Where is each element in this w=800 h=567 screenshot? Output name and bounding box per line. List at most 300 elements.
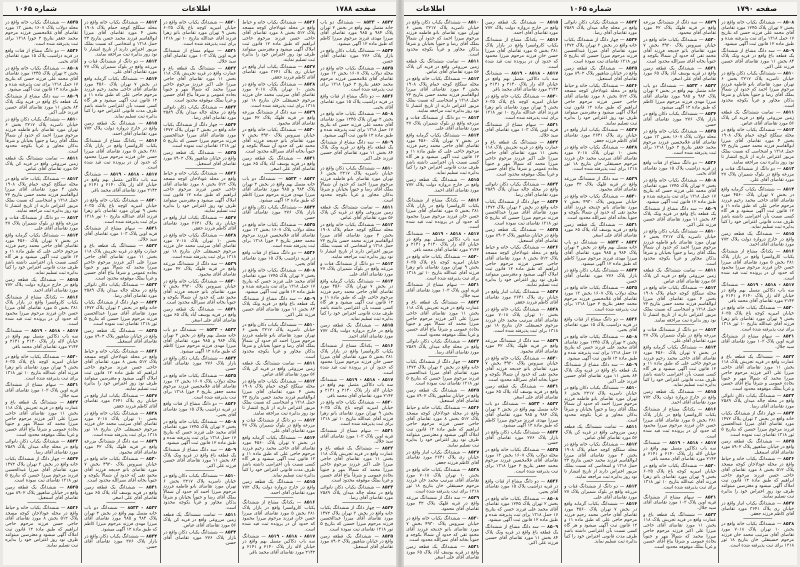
notice-entry [321, 112, 394, 139]
notice-entry [6, 156, 79, 172]
left-page-header [3, 2, 396, 16]
notice-entry [321, 534, 394, 550]
column-text [82, 19, 160, 563]
notice-entry [485, 71, 558, 92]
notice-number-separator: — [538, 478, 548, 484]
notice-text: ششدانگ دو باب خانه متصل بهم واقع در بخش ۲ تهران پلاک ۹۸۴ و ۹۸۵ مورد تقاضای آقای میرزا مهدی فرزند مرحوم میرزا کاظم که طبق ماده ۱۲ آگهی میشود. [642, 83, 716, 110]
notice-number: ۸۵۱۴ [303, 435, 315, 441]
notice-number: ۸۵۳۶ [303, 250, 315, 256]
notice-number-separator: — [460, 359, 469, 365]
notice-number-separator: — [59, 456, 68, 462]
notice-text: ششدانگ دو باب خانه متصل بهم واقع در بخش ۲ تهران پلاک ۹۸۴ و ۹۸۵ مورد تقاضای آقای میرزا مهدی فرزند مرحوم میرزا کاظم که طبق ماده ۱۲ آگهی میشود. [485, 401, 559, 429]
notice-text: ششدانگ یکباب خانه واقع در خیابان امیریه کوچه باغ پلاک ۶۰۳۵ بخش ۹ تهران مورد تقاضای بانو زهرا فرزند آقای عبدالله بتاریخ ۱۰ ثور ۱۳۱۸ برای ثبت پذیرفته شده است. [485, 94, 559, 121]
notice-entry [564, 222, 637, 238]
notice-number-separator: — [371, 323, 383, 329]
notice-number: ۸۵۱۱ [468, 58, 480, 64]
notice-number: ۸۵۰۹ [704, 206, 716, 212]
notice-number-separator: — [216, 447, 225, 453]
notice-entry [485, 384, 558, 400]
notice-text: ششدانگ یکباب دکان نانوائی واقع در محله چاله میدان پلاک ۲۵۸۹ مورد تقاضای آقای رضا. [320, 484, 394, 501]
notice-text: ششدانگ یک قطعه زمین واقع در خارج دروازه دولت پلاک ۷۷۲ مورد تقاضای آقای احمد. [320, 323, 394, 339]
notice-number: ۸۵۳۱ [704, 65, 716, 71]
text-column [482, 19, 561, 563]
notice-number: ۸۵۲۰ [67, 354, 79, 360]
notice-number: ۸۵۲۴ [146, 300, 158, 306]
notice-text: سهام مشاع از ششدانگ قریه اوین پلاک ۱۰۳ مورد تقاضای آقای سید جلال. [721, 333, 795, 350]
notice-number-separator: — [501, 71, 512, 77]
notice-entry [242, 379, 315, 416]
notice-number-separator: — [775, 187, 784, 193]
notice-entry [643, 178, 716, 205]
notice-entry [722, 71, 795, 108]
notice-entry [407, 467, 480, 494]
notice-entry [84, 457, 157, 484]
notice-number-separator: — [295, 222, 304, 228]
notice-number: ۸۵۲۲ [468, 300, 480, 306]
notice-number: ۸۵۱۲ [146, 20, 158, 25]
notice-number-separator: — [196, 327, 207, 333]
notice-number-separator: — [135, 484, 147, 490]
notice-number: ۸۵۲۳ [67, 439, 79, 445]
notice-entry [6, 66, 79, 93]
notice-entry [242, 322, 315, 359]
notice-text: دو دانگ مشاع از قنات واقع در قریه دزاشیب پلاک ۱۵ مورد تقاضای آقای یحیی. [642, 160, 716, 177]
notice-number: ۸۵۲۱ [468, 282, 480, 288]
notice-text: سه دانگ مشاع از ششدانگ یک قطعه باغ واقع در قریه ونک پلاک ۸۴ بخش ۱۱ مورد تقاضای آقای حسین فرزند علی اکبر. [485, 524, 559, 546]
notice-text: ششدانگ یکباب دکان واقع در خیابان ناصریه پلاک ۳۲۱۷ بخش ۶ تهران مورد تقاضای بانو فاطمه فرزند مرحوم میرزا احمد که حدود آن شمالاً بملک آقای رضا و جنوباً بخیابان و شرقاً بدکان مجاور و غرباً بکوچه محدود است. [406, 20, 480, 58]
column-text [404, 19, 482, 563]
notice-text: ششدانگ یکباب انبار واقع در خیابان ری پلاک ۳۶۴۱ مورد تقاضای آقای کاظم فرزند جعفر. [721, 501, 795, 517]
notice-entry [84, 485, 157, 501]
notice-number-separator: — [772, 439, 784, 445]
entry-separator [665, 157, 694, 158]
notice-number-separator: — [57, 294, 68, 300]
notice-text: ششدانگ یکباب گرمابه واقع در بخش ۷ تهران پلاک ۴۵۶۰ مورد تقاضای آقای حاجی محمد رحیم فرزند مرحوم حاجی علی که طبق ماده ۱۱ و ۱۲ قانون ثبت آگهی میشود و هر گاه کسی نسبت بآن اعتراضی داشته باشد ظرف مدت قانونی اعتراض خود را کتباً بدایره ثبت تسلیم نماید. [84, 76, 158, 119]
notice-entry [722, 411, 795, 438]
notice-entry [84, 121, 157, 137]
notice-entry [321, 279, 394, 322]
notice-number-separator: — [460, 467, 469, 473]
notice-number-separator: — [374, 65, 383, 71]
notice-entry [6, 354, 79, 381]
notice-text: ششدانگ یکباب خانه واقع در بخش ۲ تهران پلاک ۱۲۴۵ مورد تقاضای آقای محمد علی فرزند حسن که بتاریخ ۱۷ حمل ۱۳۱۸ برای ثبت پذیرفته شده و طبق ماده ۱۲ قانون ثبت آگهی میشود. [320, 111, 394, 139]
notice-entry [242, 418, 315, 434]
notice-text: ششدانگ یکباب انبار واقع در خیابان ری پلاک ۳۶۴۱ مورد تقاضای آقای کاظم فرزند جعفر. [485, 289, 559, 306]
notice-number-separator: — [275, 176, 286, 182]
notice-text: سهام مشاع از ششدانگ قریه اوین پلاک ۱۰۳ مورد تقاضای آقای سید جلال. [163, 48, 236, 64]
notice-number-separator: — [460, 449, 469, 455]
notice-entry [485, 228, 558, 244]
notice-number-separator: — [539, 429, 548, 435]
notice-text: ششدانگ یکباب خانه واقع در خیابان سیروس پلاک ۴۹۳۰ بخش ۷ مورد تقاضای بانو خدیجه فرزند آقای محمد تقی که حدود آن شمالاً بکوچه و جنوباً بخانه آقای نصرالله محدود است. [241, 127, 315, 155]
notice-entry [485, 479, 558, 495]
notice-number-separator: — [458, 58, 469, 64]
text-column [404, 19, 482, 563]
notice-number: ۸۵۲۳ [382, 484, 394, 490]
notice-number-separator: — [294, 361, 304, 367]
notice-text: ششدانگ سه باب دکاکین متصل بهم واقع در خیابان لاله زار پلاک ۲۱۴۰ و ۲۱۴۱ و ۲۱۴۲ مورد تقاضای آقای محمد باقر. [320, 377, 394, 399]
notice-entry [722, 501, 795, 517]
notice-text: ششدانگ یکباب خانه و حیاط واقع در محله عودلاجان کوچه مسجد پلاک ۵۱۲ بخش ۸ مورد تقاضای آقای حاجی حسن فرزند مرحوم حاجی ابراهیم که طبق ماده ۱۲ قانون ثبت املاک آگهی میشود و معترضین میتوانند ظرف نود روز اعتراض خود را بدایره ثبت تسلیم نمایند. [84, 349, 158, 392]
notice-entry [84, 349, 157, 392]
notice-number: ۸۵۲۸ [783, 521, 795, 527]
notice-number-separator: — [372, 343, 383, 349]
notice-number: ۸۵۱۰ [625, 385, 637, 391]
notice-number: ۸۵۳۲ - ۸۵۳۳ [206, 327, 236, 333]
notice-number: ۸۵۲۴ [625, 37, 637, 43]
notice-text: تمامت ششدانگ یک قطعه زمین مزروعی واقع در قریه کن پلاک ۵۶ مورد تقاضای آقای عباس. [564, 424, 637, 441]
page-fold [396, 0, 404, 567]
notice-text: ششدانگ دو باب خانه متصل بهم واقع در بخش ۲ تهران پلاک ۹۸۴ و ۹۸۵ مورد تقاضای آقای میرزا مهدی فرزند مرحوم میرزا کاظم که طبق ماده ۱۲ آگهی میشود. [320, 20, 394, 47]
notice-text: ششدانگ یکباب دکان واقع در بازار پلاک ۲۷۶ مورد تقاضای آقای حسن. [84, 533, 158, 550]
notice-text: چهار دانگ از ششدانگ یکباب خانه واقع در بخش ۳ تهران پلاک ۱۴۷۲ مورد تقاضای آقای میرزا عبدالحسین فرزند مرحوم میرزا حسین که بتاریخ ۵ ثور ۱۳۱۸ تقاضای ثبت نموده است. [406, 359, 480, 387]
notice-number-separator: — [775, 501, 784, 507]
notice-text: ششدانگ یک قطعه زمین واقع در خیابان شاهپور پلاک ۸۹۰۲ مورد تقاضای آقای اسمعیل. [721, 439, 795, 455]
notice-number: ۸۵۲۱ [783, 333, 795, 339]
notice-number: ۸۵۱۵ [382, 323, 394, 329]
notice-number: ۸۵۲۱ [224, 48, 236, 54]
notice-text: یکدانگ مشاع از ششدانگ یکباب کاروانسرا واقع در بازار پلاک ۳۸۱ بخش ۵ مورد تقاضای آقای میرزا حسن خان فرزند مرحوم میرزا محمود که حدود آن در پرونده ثبت قید شده است. [721, 249, 795, 281]
notice-entry [242, 534, 315, 555]
notice-text: ششدانگ یکباب دکان واقع در بازار پلاک ۲۷۶ مورد تقاضای آقای حسن. [163, 355, 236, 372]
notice-number-separator: — [138, 300, 147, 306]
notice-number-separator: — [458, 300, 469, 306]
notice-number-separator: — [292, 155, 304, 161]
notice-text: ششدانگ یکباب خانه واقع در محله دولاب پلاک ۱۶۰۷ بخش ۱۳ مورد تقاضای آقای غلامحسین فرزند مرحوم محمد جعفر بتاریخ ۲ جوزا ۱۳۱۸ برای ثبت پذیرفته شده است. [320, 65, 394, 93]
notice-entry [564, 442, 637, 479]
notice-number: ۸۵۲۵ [382, 533, 394, 539]
notice-entry [6, 328, 79, 349]
notice-number: ۸۵۱۱ [625, 424, 637, 430]
notice-number-separator: — [59, 439, 68, 445]
notice-number: ۸۵۱۰ [67, 116, 79, 122]
notice-text: ششدانگ یکباب دکان واقع در خیابان ناصریه پلاک ۳۲۱۷ بخش ۶ تهران مورد تقاضای بانو فاطمه فرزند مرحوم میرزا احمد که حدود آن شمالاً بملک آقای رضا و جنوباً بخیابان و شرقاً بدکان مجاور و غرباً بکوچه محدود است. [642, 229, 716, 267]
notice-text: سه دانگ مشاع از ششدانگ یک قطعه باغ واقع در قریه ونک پلاک ۸۴ بخش ۱۱ مورد تقاضای آقای حسین فرزند علی اکبر. [642, 206, 716, 228]
notice-number: ۸۵۲۵ [783, 439, 795, 445]
notice-entry [643, 38, 716, 65]
notice-text: دو دانگ مشاع از قنات واقع در قریه دزاشیب پلاک ۱۵ مورد تقاضای آقای یحیی. [320, 94, 394, 110]
notice-number-separator: — [217, 373, 225, 379]
notice-number-separator: — [696, 327, 705, 333]
notice-entry [407, 59, 480, 75]
notice-text: ششدانگ یکباب خانه واقع در خیابان سیروس پلاک ۴۹۳۰ بخش ۷ مورد تقاضای بانو خدیجه فرزند آقای محمد تقی که حدود آن شمالاً بکوچه و جنوباً بخانه آقای نصرالله محدود است. [485, 355, 559, 383]
notice-number-separator: — [371, 428, 383, 434]
notice-number: ۸۵۲۵ [146, 328, 158, 334]
notice-number: ۸۵۱۲ [468, 76, 480, 82]
notice-entry [242, 268, 315, 295]
notice-number-separator: — [138, 393, 147, 399]
notice-entry [722, 167, 795, 183]
notice-text: دو دانگ از ششدانگ قنات و مزرعه واقع در بلوک شمیران پلاک ۲۷ مورد تقاضای آقای علی. [564, 484, 637, 500]
notice-number-separator: — [617, 484, 626, 490]
notice-entry [722, 306, 795, 333]
entry-separator [264, 319, 293, 320]
notice-number: ۸۵۲۱ [704, 494, 716, 500]
notice-entry [84, 59, 157, 75]
entry-separator [744, 351, 773, 352]
notice-text: ششدانگ یک قطعه باغ و عمارت واقع در قریه تجریش پلاک ۱۱۸ بخش ۱۱ مورد تقاضای آقای حاجی میرزا علی اکبر فرزند مرحوم حاجی میرزا محمد که شمالاً بنهر و جنوباً بجاده عمومی و شرقاً بباغ آقای حسین و غرباً بملک موقوفه محدود است. [406, 300, 480, 338]
notice-entry [242, 82, 315, 109]
notice-number: ۸۵۳۲ - ۸۵۳۳ [285, 176, 315, 182]
notice-text: ششدانگ دو باب خانه متصل بهم واقع در بخش ۲ تهران پلاک ۹۸۴ و ۹۸۵ مورد تقاضای آقای میرزا مهدی فرزند مرحوم میرزا کاظم که طبق ماده ۱۲ آگهی میشود. [163, 327, 236, 355]
notice-entry [163, 171, 236, 214]
notice-number-separator: — [539, 181, 548, 187]
notice-number-separator: — [58, 48, 68, 54]
notice-entry [564, 286, 637, 313]
notice-entry [485, 38, 558, 70]
notice-number-separator: — [217, 122, 225, 128]
entry-separator [586, 314, 615, 315]
left-page [3, 2, 396, 565]
notice-number-separator: — [696, 160, 705, 166]
notice-number: ۸۵۳۵ [704, 129, 716, 135]
notice-text: ششدانگ یکباب دکان واقع در خیابان ناصریه پلاک ۳۲۱۷ بخش ۶ تهران مورد تقاضای بانو فاطمه فرزند مرحوم میرزا احمد که حدود آن شمالاً بملک آقای رضا و جنوباً بخیابان و شرقاً بدکان مجاور و غرباً بکوچه محدود است. [5, 116, 79, 155]
notice-number-separator: — [615, 222, 626, 228]
notice-text: ششدانگ یک قطعه زمین واقع در خیابان شاهپور پلاک ۸۹۰۲ مورد تقاضای آقای اسمعیل. [564, 65, 637, 82]
notice-entry [643, 328, 716, 344]
notice-text: سهام مشاع از ششدانگ قریه اوین پلاک ۱۰۳ مورد تقاضای آقای سید جلال. [5, 382, 79, 399]
notice-text: سه دانگ از ششدانگ مزرعه واقع در قریه قلهک پلاک ۴۲ مورد تقاضای آقای محمود. [642, 20, 716, 36]
notice-text: دو دانگ مشاع از قنات واقع در قریه دزاشیب پلاک ۱۵ مورد تقاضای آقای یحیی. [564, 316, 637, 333]
notice-number-separator: — [423, 231, 433, 237]
notice-entry [564, 502, 637, 545]
notice-text: ششدانگ سه باب دکاکین متصل بهم واقع در خیابان لاله زار پلاک ۲۱۴۰ و ۲۱۴۱ و ۲۱۴۲ مورد تقاضای آقای محمد باقر. [241, 533, 315, 555]
notice-entry [163, 20, 236, 47]
notice-number: ۸۵۰۸ [224, 419, 236, 425]
notice-number-separator: — [295, 110, 304, 116]
notice-entry [722, 187, 795, 230]
notice-entry [321, 446, 394, 483]
notice-number: ۸۵۱۰ [783, 71, 795, 77]
notice-text: ششدانگ یک قطعه زمین واقع در خیابان شاهپور پلاک ۸۹۰۲ مورد تقاضای آقای اسمعیل. [5, 484, 79, 501]
notice-number-separator: — [138, 197, 147, 203]
notice-text: ششدانگ یکباب دکان واقع در خیابان ناصریه پلاک ۳۲۱۷ بخش ۶ تهران مورد تقاضای بانو فاطمه فرزند مرحوم میرزا احمد که حدود آن شمالاً بملک آقای رضا و جنوباً بخیابان و شرقاً بدکان مجاور و غرباً بکوچه محدود است. [241, 322, 315, 360]
notice-number: ۸۵۳۶ [224, 401, 236, 407]
notice-text: ششدانگ سه باب دکاکین متصل بهم واقع در خیابان لاله زار پلاک ۲۱۴۰ و ۲۱۴۱ و ۲۱۴۲ مورد تقاضای آقای محمد باقر. [642, 440, 716, 462]
notice-text: ششدانگ یکباب خانه واقع در بخش ۱۰ تهران پلاک ۷۰۱۸ مورد تقاضای آقای سرتیپ محمد خان فرزند مرحوم حسینقلی خان بتاریخ ۱۸ ثور ۱۳۱۸ برای ثبت پذیرفته شده است. [485, 307, 559, 334]
notice-entry [722, 457, 795, 500]
notice-number: ۸۵۱۳ [704, 327, 716, 333]
notice-text: ششدانگ یکباب دکان واقع در بازار پلاک ۲۷۶ مورد تقاضای آقای حسن. [642, 111, 716, 128]
notice-entry [321, 428, 394, 444]
notice-number-separator: — [217, 20, 225, 25]
notice-number: ۸۵۱۶ [704, 407, 716, 413]
notice-entry [163, 530, 236, 546]
notice-entry [163, 151, 236, 167]
notice-number: ۸۵۱۳ [382, 261, 394, 267]
notice-entry [163, 419, 236, 446]
notice-entry [242, 205, 315, 221]
entry-separator [264, 173, 293, 174]
notice-number: ۸۵۳۵ [625, 285, 637, 291]
notice-number: ۸۵۲۷ [783, 501, 795, 507]
notice-number-separator: — [539, 94, 548, 100]
notice-text: ششدانگ یکباب خانه واقع در خیابان سیروس پلاک ۴۹۳۰ بخش ۷ مورد تقاضای بانو خدیجه فرزند آقای محمد تقی که حدود آن شمالاً بکوچه و جنوباً بخانه آقای نصرالله محدود است. [84, 456, 158, 484]
notice-entry [407, 115, 480, 131]
notice-entry [6, 94, 79, 115]
notice-number-separator: — [696, 129, 705, 135]
notice-number: ۸۵۲۶ [224, 171, 236, 177]
notice-entry [84, 226, 157, 242]
notice-number-separator: — [617, 83, 626, 89]
notice-text: یکدانگ مشاع از ششدانگ یکباب کاروانسرا واقع در بازار پلاک ۳۸۱ بخش ۵ مورد تقاضای آقای میرزا حسن خان فرزند مرحوم میرزا محمود که حدود آن در پرونده ثبت قید شده است. [642, 407, 716, 439]
notice-number: ۸۵۳۲ - ۸۵۳۳ [528, 401, 559, 407]
entry-separator [27, 351, 56, 352]
notice-text: دو دانگ از ششدانگ قنات و مزرعه واقع در بلوک شمیران پلاک ۲۷ مورد تقاضای آقای علی. [241, 417, 315, 434]
notice-entry [643, 464, 716, 491]
notice-entry [643, 268, 716, 284]
notice-text: ششدانگ یکباب خانه و حیاط واقع در محله عودلاجان کوچه مسجد پلاک ۵۱۲ بخش ۸ مورد تقاضای آقای حاجی حسن فرزند مرحوم حاجی ابراهیم که طبق ماده ۱۲ قانون ثبت املاک آگهی میشود و معترضین میتوانند ظرف نود روز اعتراض خود را بدایره ثبت تسلیم نمایند. [721, 456, 795, 500]
notice-entry [163, 66, 236, 103]
notice-number-separator: — [292, 479, 304, 485]
notice-text: ششدانگ یک قطعه باغ و عمارت واقع در قریه تجریش پلاک ۱۱۸ بخش ۱۱ مورد تقاضای آقای حاجی میرزا علی اکبر فرزند مرحوم حاجی میرزا محمد که شمالاً بنهر و جنوباً بجاده عمومی و شرقاً بباغ آقای حسین و غرباً بملک موقوفه محدود است. [84, 243, 158, 281]
right-page-header [404, 2, 797, 16]
notice-number: ۸۵۳۱ [468, 544, 480, 550]
notice-entry [407, 300, 480, 337]
notice-number-separator: — [215, 512, 225, 518]
notice-number-separator: — [773, 110, 784, 116]
notice-entry [163, 402, 236, 418]
notice-number: ۸۵۱۲ [704, 285, 716, 291]
notice-entry [722, 20, 795, 47]
notice-number-separator: — [617, 20, 626, 25]
notice-number: ۸۵۱۲ [67, 176, 79, 182]
notice-entry [163, 48, 236, 64]
notice-entry [321, 20, 394, 47]
notice-text: ششدانگ یکباب گرمابه واقع در بخش ۷ تهران پلاک ۴۵۶۰ مورد تقاضای آقای حاجی محمد رحیم فرزند مرحوم حاجی علی که طبق ماده ۱۱ و ۱۲ قانون ثبت آگهی میشود و هر گاه کسی نسبت بآن اعتراضی داشته باشد ظرف مدت قانونی اعتراض خود را کتباً بدایره ثبت تسلیم نماید. [406, 133, 480, 176]
notice-text: ششدانگ یک قطعه زمین واقع در قریه یوسف آباد پلاک ۶۵ مورد تقاضای آقای علی اصغر. [241, 155, 315, 172]
notice-text: ششدانگ یک قطعه زمین واقع در قریه یوسف آباد پلاک ۶۵ مورد تقاضای آقای علی اصغر. [163, 307, 236, 323]
notice-number-separator: — [773, 249, 784, 255]
notice-entry [722, 354, 795, 391]
notice-number: ۸۵۲۰ [382, 400, 394, 406]
notice-number: ۸۵۱۱ [67, 155, 79, 161]
notice-entry [84, 300, 157, 327]
notice-entry [643, 441, 716, 462]
notice-number-separator: — [618, 285, 626, 291]
notice-text: سهام مشاع از ششدانگ قریه اوین پلاک ۱۰۳ مورد تقاضای آقای سید جلال. [485, 122, 559, 139]
notice-number-separator: — [295, 250, 304, 256]
column-text [640, 19, 718, 563]
notice-entry [163, 448, 236, 469]
notice-number: ۸۵۲۶ [547, 245, 559, 251]
notice-number: ۸۵۲۴ [547, 199, 559, 205]
notice-entry [643, 206, 716, 227]
notice-text: ششدانگ یکباب خانه واقع در محله سنگلج کوچه حمام پلاک ۱۹۰۸ بخش ۴ مورد تقاضای آقای میرزا ابوالقاسم فرزند محمد حسن بتاریخ ۲۲ حمل ۱۳۱۸ و اشخاصی که نسبت بملک مزبور اعتراض دارند از تاریخ انتشار تا نود روز بدایره ثبت مراجعه نمایند. [564, 442, 637, 480]
notice-entry [643, 112, 716, 128]
notice-number: ۸۵۱۷ - ۸۵۱۸ - ۸۵۱۹ [668, 440, 716, 446]
notice-number: ۸۵۲۸ [625, 145, 637, 151]
notice-number: ۸۵۱۶ [783, 249, 795, 255]
notice-entry [564, 128, 637, 144]
newspaper-title: اطلاعات [181, 4, 211, 13]
notice-number: ۸۵۲۲ [704, 512, 716, 518]
notice-entry [643, 407, 716, 439]
entry-separator [428, 357, 457, 358]
notice-text: ششدانگ یک قطعه زمین واقع در قریه یوسف آباد پلاک ۶۵ مورد تقاضای آقای علی اصغر. [485, 384, 559, 400]
notice-entry [407, 20, 480, 57]
notice-number-separator: — [772, 333, 784, 339]
right-page [404, 2, 797, 565]
notice-number-separator: — [775, 521, 784, 527]
notice-number: ۸۵۳۵ [382, 65, 394, 71]
notice-number: ۸۵۲۵ [224, 150, 236, 156]
notice-text: سه دانگ از ششدانگ مزرعه واقع در قریه قلهک پلاک ۴۲ مورد تقاضای آقای محمود. [241, 110, 315, 126]
column-text [161, 19, 239, 563]
entry-separator [106, 195, 135, 196]
notice-text: دو دانگ از ششدانگ قنات و مزرعه واقع در بلوک شمیران پلاک ۲۷ مورد تقاضای آقای علی. [84, 58, 158, 75]
notice-number: ۸۵۳۵ [303, 222, 315, 228]
notice-number-separator: — [738, 282, 748, 288]
notice-number: ۸۵۱۱ [224, 512, 236, 518]
notice-number-separator: — [539, 307, 548, 313]
notice-entry [163, 122, 236, 149]
newspaper-title: اطلاعات [416, 4, 445, 13]
notice-number-separator: — [217, 419, 225, 425]
notice-number-separator: — [460, 516, 469, 522]
notice-text: سهام مشاع از ششدانگ قریه اوین پلاک ۱۰۳ مورد تقاضای آقای سید جلال. [84, 226, 158, 242]
entry-separator [744, 519, 773, 520]
notice-number-separator: — [617, 501, 626, 507]
notice-number: ۸۵۱۳ [67, 215, 79, 221]
text-column [160, 19, 239, 563]
notice-number-separator: — [696, 285, 705, 291]
notice-number: ۸۵۲۶ [146, 349, 158, 355]
notice-number-separator: — [694, 407, 705, 413]
notice-entry [163, 328, 236, 355]
notice-number-separator: — [59, 176, 68, 182]
notice-entry [407, 360, 480, 387]
notice-entry [407, 388, 480, 404]
notice-number: ۸۵۳۴ [303, 204, 315, 210]
notice-text: ششدانگ یکباب خانه و حیاط واقع در محله عودلاجان کوچه مسجد پلاک ۵۱۲ بخش ۸ مورد تقاضای آقای حاجی حسن فرزند مرحوم حاجی ابراهیم که طبق ماده ۱۲ قانون ثبت املاک آگهی میشود و معترضین میتوانند ظرف نود روز اعتراض خود را بدایره ثبت تسلیم نمایند. [564, 83, 637, 126]
column-text [719, 19, 797, 563]
notice-number: ۸۵۱۳ [303, 417, 315, 423]
notice-entry [242, 500, 315, 532]
notice-number: ۸۵۳۰ [704, 37, 716, 43]
notice-number: ۸۵۳۱ [547, 384, 559, 390]
notice-entry [722, 48, 795, 69]
notice-number: ۸۵۳۶ [67, 48, 79, 54]
notice-number: ۸۵۱۷ - ۸۵۱۸ - ۸۵۱۹ [31, 328, 79, 334]
notice-text: چهار دانگ از ششدانگ یکباب خانه واقع در بخش ۳ تهران پلاک ۱۴۷۲ مورد تقاضای آقای میرزا عبدالحسین فرزند مرحوم میرزا حسین که بتاریخ ۵ ثور ۱۳۱۸ تقاضای ثبت نموده است. [5, 456, 79, 484]
notice-number-separator: — [217, 278, 225, 284]
notice-number: ۸۵۳۴ [625, 268, 637, 274]
notice-number-separator: — [100, 171, 111, 177]
notice-entry [407, 406, 480, 449]
notice-number: ۸۵۱۳ [468, 115, 480, 121]
notice-entry [321, 205, 394, 221]
notice-text: سه دانگ مشاع از ششدانگ یک قطعه باغ واقع در قریه ونک پلاک ۸۴ بخش ۱۱ مورد تقاضای آقای حسین فرزند علی اکبر. [320, 139, 394, 161]
notice-entry [564, 386, 637, 423]
notice-text: ششدانگ یکباب انبار واقع در خیابان ری پلاک ۳۶۴۱ مورد تقاضای آقای کاظم فرزند جعفر. [241, 64, 315, 81]
notice-entry [643, 512, 716, 549]
notice-number: ۸۵۳۱ [625, 222, 637, 228]
notice-number-separator: — [536, 384, 548, 390]
notice-number: ۸۵۲۲ [783, 354, 795, 360]
notice-number: ۸۵۲۲ [547, 139, 559, 145]
notice-number-separator: — [539, 355, 548, 361]
notice-entry [6, 20, 79, 47]
notice-number-separator: — [617, 127, 626, 133]
notice-number: ۸۵۲۶ [67, 505, 79, 511]
notice-number: ۸۵۲۳ [146, 282, 158, 288]
notice-number-separator: — [293, 500, 304, 506]
notice-number-separator: — [457, 388, 469, 393]
notice-number-separator: — [693, 494, 705, 500]
notice-number-separator: — [56, 382, 68, 388]
notice-number: ۸۵۱۵ [468, 177, 480, 183]
